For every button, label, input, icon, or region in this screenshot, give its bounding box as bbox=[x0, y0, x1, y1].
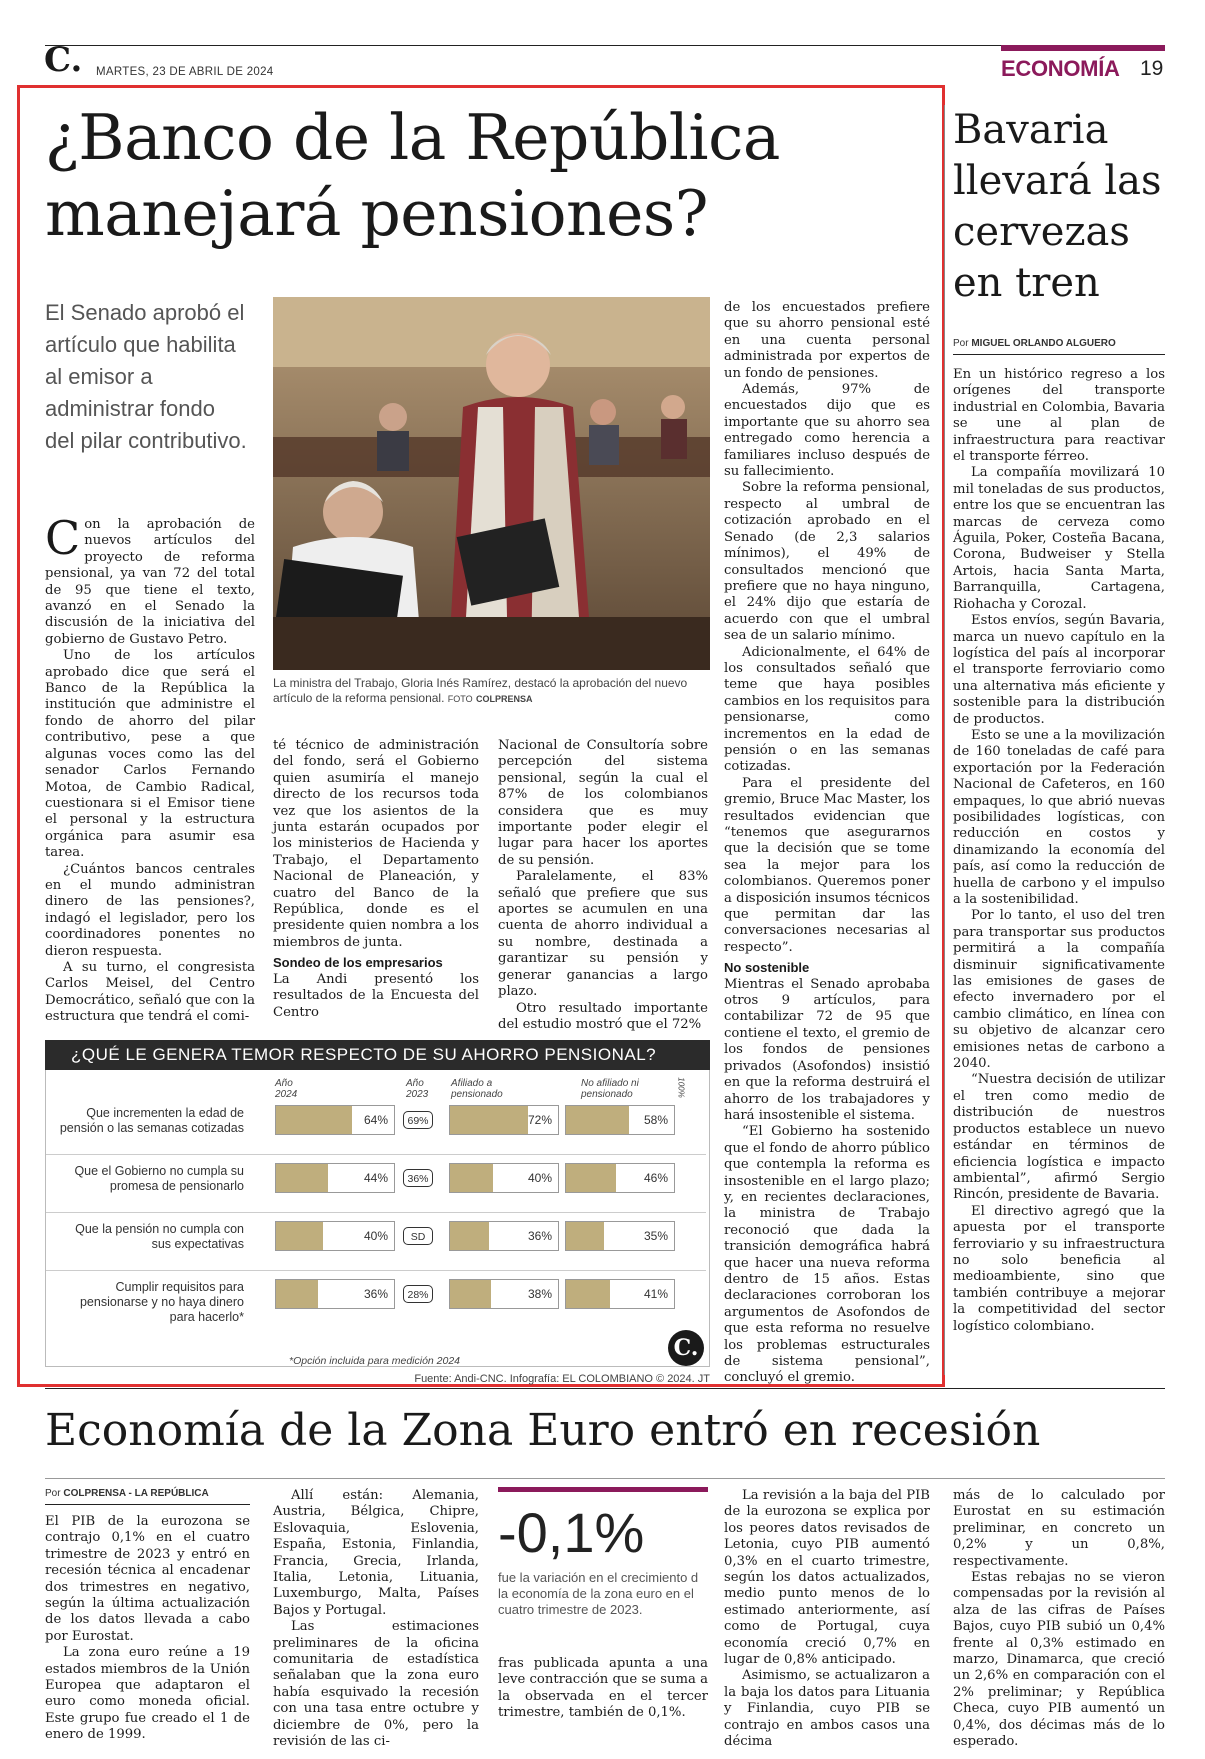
subhead: Sondeo de los empresarios bbox=[273, 955, 443, 971]
bar-track bbox=[565, 1163, 675, 1193]
main-column-2 bbox=[273, 738, 479, 1021]
header-no-afiliado: No afiliado ni pensionado bbox=[581, 1078, 639, 1100]
bottom-column-5 bbox=[953, 1488, 1165, 1751]
bottom-column-3 bbox=[498, 1656, 708, 1722]
row-separator bbox=[46, 1212, 706, 1213]
bar-track bbox=[275, 1163, 395, 1193]
bar bbox=[276, 1280, 318, 1308]
paragraph: El PIB de la eurozona se contrajo 0,1% en el cuatro trimestre de 2023 y entró en recesión técnica al encadenar dos trimestres en negativo, según la última actualización de los datos llevada a cabo por Eurostat. bbox=[45, 1514, 250, 1644]
paragraph: Allí están: Alemania, Austria, Bélgica, Chipre, Eslovaquia, Eslovenia, España, Estonia, Finlandia, Francia, Grecia, Irlanda, Italia, Letonia, Lituania, Luxemburgo, Malta, Países Bajos y Portugal. bbox=[273, 1488, 479, 1618]
bar bbox=[276, 1106, 352, 1134]
bar-value-label: 64% bbox=[363, 1113, 388, 1127]
category-label: Que incrementen la edad de pensión o las semanas cotizadas bbox=[59, 1106, 244, 1135]
bar-value-label: 36% bbox=[363, 1287, 388, 1301]
bar-track bbox=[275, 1279, 395, 1309]
drop-cap: C bbox=[45, 511, 81, 565]
section-accent-bar bbox=[1001, 45, 1165, 51]
bar-track bbox=[449, 1279, 559, 1309]
infographic-logo: C. bbox=[668, 1330, 704, 1366]
paragraph: fras publicada apunta a una leve contracción que se suma a la observada en el tercer trimestre, también de 0,1%. bbox=[498, 1656, 708, 1721]
main-deck: El Senado aprobó el artículo que habilita al emisor a administrar fondo del pilar contributivo. bbox=[45, 300, 247, 453]
bar-track bbox=[275, 1221, 395, 1251]
paragraph: Las estimaciones preliminares de la oficina comunitaria de estadística señalaban que la zona euro había esquivado la recesión con una tasa entre octubre y diciembre de 0%, pero la revisión de las ci- bbox=[273, 1619, 479, 1750]
chart-body bbox=[45, 1070, 710, 1367]
bottom-byline: Por COLPRENSA - LA REPÚBLICA bbox=[45, 1488, 209, 1499]
bar bbox=[276, 1222, 323, 1250]
header-2023: Año 2023 bbox=[406, 1078, 429, 1100]
photo-credit-label: FOTO bbox=[447, 694, 473, 704]
bottom-headline: Economía de la Zona Euro entró en recesión bbox=[45, 1405, 1041, 1456]
main-column-1: Con la aprobación de nuevos artículos del proyecto de reforma pensional, ya van 72 del total de 95 que tiene el texto, avanzó en el Senado la discusión de la iniciativa del gobierno de Gustavo Petro. Uno de los artículos aprobado dice que será el Banco de la República la institución que administre el fondo de ahorro del pilar contributivo, pese a que algunas voces como las del senador Carlos Fernando Motoa, de Cambio Radical, cuestionara si el Emisor tiene el personal y la estructura orgánica para asumir esa tarea. ¿Cuántos bancos centrales en el mundo administran dinero de las pensiones?, indagó el legislador, pero los coordinadores ponentes no dieron respuesta. A su turno, el congresista Carlos Meisel, del Centro Democrático, señaló que con la estructura que tendrá el comi- bbox=[45, 511, 255, 1025]
bar-track bbox=[565, 1279, 675, 1309]
header-2024: Año 2024 bbox=[275, 1078, 298, 1100]
header-max: 100% bbox=[676, 1077, 686, 1098]
paragraph: Para el presidente del gremio, Bruce Mac Master, los resultados evidencian que “tenemos que asegurarnos que la decisión que se tome sea la mejor para los colombianos. Queremos poner a disposición insumos técnicos que permitan dar las conversaciones necesarias al respecto”. bbox=[724, 775, 930, 955]
paragraph: Además, 97% de encuestados dijo que es importante que su ahorro sea entregado como herencia a familiares incluso después de su fallecimiento. bbox=[724, 382, 930, 480]
bar bbox=[566, 1164, 616, 1192]
main-headline: ¿Banco de la República manejará pensiones? bbox=[45, 101, 780, 250]
side-byline: Por MIGUEL ORLANDO ALGUERO bbox=[953, 338, 1116, 349]
infographic bbox=[45, 1040, 710, 1385]
bottom-column-2 bbox=[273, 1488, 479, 1751]
bar-value-label: 40% bbox=[363, 1229, 388, 1243]
bar bbox=[566, 1106, 629, 1134]
section-name: ECONOMÍA bbox=[1001, 56, 1120, 81]
bar bbox=[450, 1222, 489, 1250]
bottom-column-4 bbox=[724, 1488, 930, 1751]
paragraph: Esto se une a la movilización de 160 toneladas de café para exportación por la Federación Nacional de Cafeteros, en 160 empaques, lo que abrió nuevas posibilidades logísticas, con reducción en costos y dinamizando la economía del país, así como la reducción de huella de carbono y el impulso a la sostenibilidad. bbox=[953, 727, 1165, 907]
stat-text: fue la variación en el crecimiento d la economía de la zona euro en el cuatro trimestre de 2023. bbox=[498, 1570, 699, 1617]
paragraph: Estas rebajas no se vieron compensadas por la revisión al alza de las cifras de Países Bajos, cuyo PIB subió un 0,4% frente al 0,3% estimado en marzo, Dinamarca, que creció un 2,6% en comparación con el 2% preliminar; y República Checa, cuyo PIB aumentó un 0,4%, dos décimas más de lo esperado. bbox=[953, 1570, 1165, 1750]
value-2023-badge: 36% bbox=[403, 1169, 433, 1187]
paragraph: ¿Cuántos bancos centrales en el mundo administran dinero de las pensiones?, indagó el legislador, pero los coordinadores ponentes no dieron respuesta. bbox=[45, 861, 255, 959]
bar-value-label: 38% bbox=[527, 1287, 552, 1301]
paragraph: Sobre la reforma pensional, respecto al umbral de cotización aprobado en el Senado (de 2,3 salarios mínimos), el 49% de consultados mencionó que prefiere que no haya ninguno, el 24% dijo que estaría de acuerdo con que el umbral sea de un salario mínimo. bbox=[724, 480, 930, 644]
paragraph: Adicionalmente, el 64% de los consultados señaló que teme que haya posibles cambios en los requisitos para pensionarse, como incrementos en la edad de pensión o en las semanas cotizadas. bbox=[724, 644, 930, 775]
bar-track bbox=[449, 1221, 559, 1251]
bar-track bbox=[449, 1163, 559, 1193]
paragraph: Nacional de Consultoría sobre percepción del sistema pensional, según la cual el 87% de los colombianos considera que es muy importante poder elegir el lugar para hacer los aportes de su pensión. bbox=[498, 738, 708, 868]
bottom-column-1 bbox=[45, 1514, 250, 1744]
issue-date: MARTES, 23 DE ABRIL DE 2024 bbox=[96, 66, 274, 78]
bar-value-label: 36% bbox=[527, 1229, 552, 1243]
page-number: 19 bbox=[1140, 57, 1164, 80]
infographic-title: ¿QUÉ LE GENERA TEMOR RESPECTO DE SU AHORRO PENSIONAL? bbox=[45, 1040, 710, 1070]
category-label: Que la pensión no cumpla con sus expectativas bbox=[75, 1222, 244, 1251]
header-afiliado: Afiliado a pensionado bbox=[451, 1078, 503, 1100]
paragraph: “El Gobierno ha sostenido que el fondo de ahorro público que contempla la reforma es insostenible en el largo plazo; y, en recientes declaraciones, la ministra de Trabajo reconoció que dada la transición demográfica habrá que hacer una nueva reforma dentro de 15 años. Estas declaraciones corroboran los argumentos de Asofondos de que esta reforma no resuelve los problemas estructurales de sistema pensional”, concluyó el gremio. bbox=[724, 1124, 930, 1386]
bar-track bbox=[565, 1105, 675, 1135]
bar-value-label: 40% bbox=[527, 1171, 552, 1185]
paragraph: Paralelamente, el 83% señaló que prefiere que sus aportes se acumulen en una cuenta de ahorro individual a su nombre, destinada a garantizar su pensión y generar ganancias a largo plazo. bbox=[498, 869, 708, 1000]
value-2023-badge: 69% bbox=[403, 1111, 433, 1129]
paragraph: El directivo agregó que la apuesta por el transporte ferroviario y su infraestructura no solo beneficia al medioambiente, sino que también contribuye a mejorar la competitividad del sector logístico colombiano. bbox=[953, 1203, 1165, 1334]
bar bbox=[566, 1280, 610, 1308]
main-column-4 bbox=[724, 300, 930, 1387]
bar-value-label: 44% bbox=[363, 1171, 388, 1185]
paragraph: En un histórico regreso a los orígenes del transporte industrial en Colombia, Bavaria se une al plan de infraestructura para reactivar el transporte férreo. bbox=[953, 367, 1165, 465]
main-column-3 bbox=[498, 738, 708, 1033]
photo-credit: COLPRENSA bbox=[475, 694, 533, 704]
category-label: Cumplir requisitos para pensionarse y no haya dinero para hacerlo* bbox=[79, 1280, 244, 1324]
paragraph: Estos envíos, según Bavaria, marca un nuevo capítulo en la logística del país al incorporar el transporte ferroviario como una alternativa más eficiente y sostenible para la distribución de productos. bbox=[953, 613, 1165, 727]
paragraph: de los encuestados prefiere que su ahorro pensional esté en una cuenta personal administrada por expertos de un fondo de pensiones. bbox=[724, 300, 930, 381]
paragraph: La compañía movilizará 10 mil toneladas de sus productos, entre los que se encuentran las marcas de cerveza como Águila, Poker, Costeña Bacana, Corona, Budweiser y Stella Artois, hacia Santa Marta, Barranquilla, Cartagena, Riohacha y Corozal. bbox=[953, 465, 1165, 612]
bar bbox=[450, 1280, 491, 1308]
side-headline: Bavaria llevará las cervezas en tren bbox=[953, 107, 1162, 306]
value-2023-badge: SD bbox=[403, 1227, 433, 1245]
article-photo bbox=[273, 297, 710, 670]
bar-value-label: 46% bbox=[643, 1171, 668, 1185]
bar-value-label: 58% bbox=[643, 1113, 668, 1127]
category-label: Que el Gobierno no cumpla su promesa de pensionarlo bbox=[74, 1164, 244, 1193]
stat-value: -0,1% bbox=[498, 1501, 645, 1564]
infographic-source: Fuente: Andi-CNC. Infografía: EL COLOMBIANO © 2024. JT bbox=[414, 1373, 710, 1385]
paragraph: Mientras el Senado aprobaba otros 9 artículos, para contabilizar 72 de 95 que contiene el texto, el gremio de los fondos de pensiones privados (Asofondos) insistió en que la reforma destruirá el ahorro de los trabajadores y hará insostenible el sistema. bbox=[724, 976, 930, 1123]
subhead: No sostenible bbox=[724, 960, 810, 976]
newspaper-logo: C. bbox=[44, 40, 83, 80]
photo-caption: La ministra del Trabajo, Gloria Inés Ramírez, destacó la aprobación del nuevo artículo de la reforma pensional. FOTO COLPRENSA bbox=[273, 676, 688, 705]
paragraph: La Andi presentó los resultados de la Encuesta del Centro bbox=[273, 971, 479, 1020]
paragraph: Asimismo, se actualizaron a la baja los datos para Lituania y Finlandia, cuyo PIB se contrajo en ambos casos una décima bbox=[724, 1668, 930, 1750]
paragraph: La zona euro reúne a 19 estados miembros de la Unión Europea que adaptaron el euro como moneda oficial. Este grupo fue creado el 1 de enero de 1999. bbox=[45, 1645, 250, 1743]
bar-value-label: 41% bbox=[643, 1287, 668, 1301]
value-2023-badge: 28% bbox=[403, 1285, 433, 1303]
bar bbox=[450, 1164, 493, 1192]
paragraph: La revisión a la baja del PIB de la eurozona se explica por los peores datos revisados de Letonia, cuyo PIB aumentó 0,3% en el cuarto trimestre, según los datos actualizados, medio punto menos de lo estimado anteriormente, así como de Portugal, cuya economía creció 0,7% en lugar de 0,8% anticipado. bbox=[724, 1488, 930, 1668]
chart-footnote: *Opción incluida para medición 2024 bbox=[289, 1355, 461, 1367]
bar-track bbox=[449, 1105, 559, 1135]
stat-accent-bar bbox=[498, 1487, 708, 1492]
row-separator bbox=[46, 1270, 706, 1271]
bar-track bbox=[565, 1221, 675, 1251]
bar-value-label: 35% bbox=[643, 1229, 668, 1243]
paragraph: A su turno, el congresista Carlos Meisel, del Centro Democrático, señaló que con la estructura que tendrá el comi- bbox=[45, 959, 255, 1025]
paragraph: más de lo calculado por Eurostat en su estimación preliminar, en concreto un 0,2% y un 0,8%, respectivamente. bbox=[953, 1488, 1165, 1569]
paragraph: té técnico de administración del fondo, será el Gobierno quien asumiría el manejo directo de los recursos toda vez que los asientos de la junta estarán ocupados por los ministerios de Hacienda y Trabajo, el Departamento Nacional de Planeación, y cuatro del Banco de la República, donde es el presidente quien nombra a los miembros de junta. bbox=[273, 738, 479, 950]
bar bbox=[450, 1106, 528, 1134]
bar-value-label: 72% bbox=[527, 1113, 552, 1127]
paragraph: “Nuestra decisión de utilizar el tren como medio de distribución de nuestros productos establece un nuevo estándar en términos de eficiencia logística e impacto ambiental”, afirmó Sergio Rincón, presidente de Bavaria. bbox=[953, 1072, 1165, 1203]
paragraph: Uno de los artículos aprobado dice que será el Banco de la República la institución que administre el fondo de ahorro del pilar contributivo, pese a que algunas voces como las del senador Carlos Fernando Motoa, de Cambio Radical, cuestionara si el Emisor tiene el personal y la estructura orgánica para asumir esa tarea. bbox=[45, 648, 255, 861]
side-article-body bbox=[953, 367, 1165, 1335]
paragraph: Por lo tanto, el uso del tren para transportar sus productos permitirá a la compañía disminuir significativamente las emisiones de gases de efecto invernadero por el cambio climático, en línea con su objetivo de alcanzar cero emisiones netas de carbono a 2040. bbox=[953, 908, 1165, 1072]
bar bbox=[566, 1222, 604, 1250]
paragraph: Otro resultado importante del estudio mostró que el 72% bbox=[498, 1000, 708, 1032]
bar bbox=[276, 1164, 328, 1192]
row-separator bbox=[46, 1154, 706, 1155]
bar-track bbox=[275, 1105, 395, 1135]
